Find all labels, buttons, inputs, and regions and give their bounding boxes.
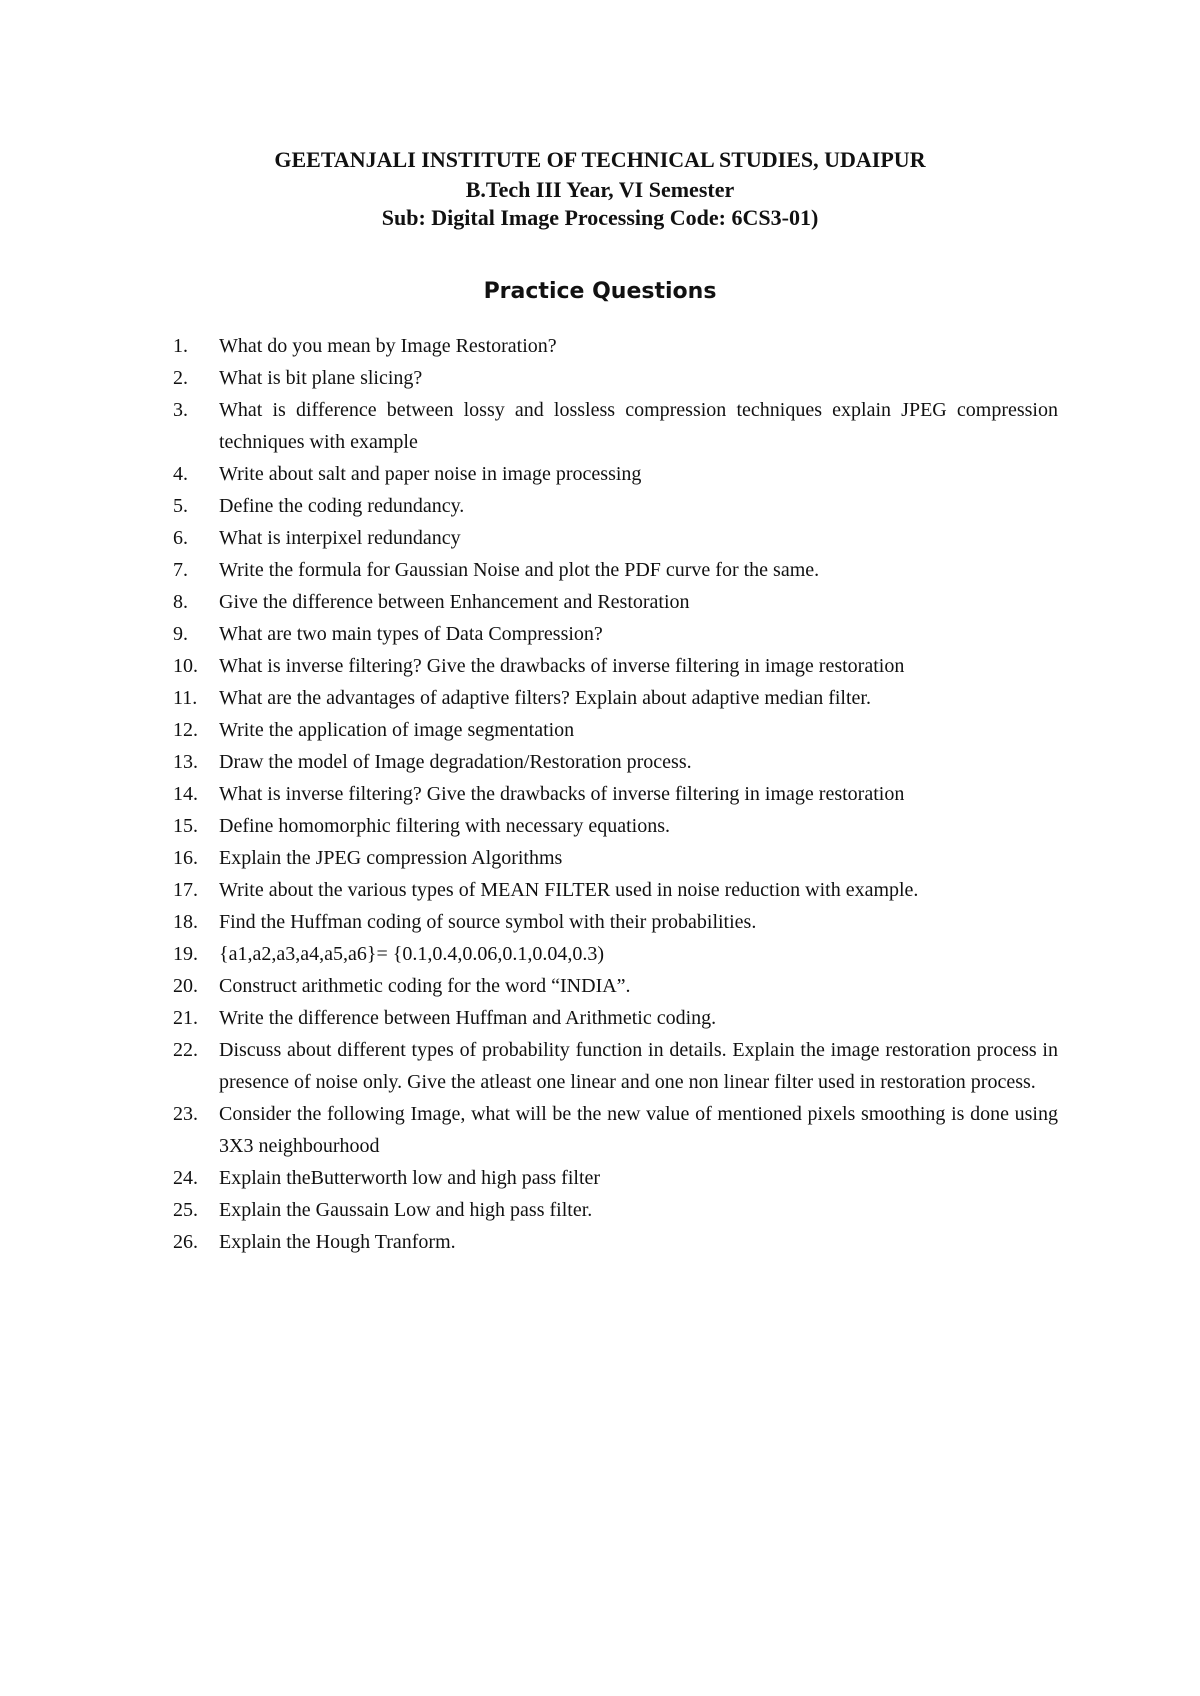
question-number: 7. <box>173 559 188 581</box>
question-item <box>173 330 1058 362</box>
question-text: Write the application of image segmentation <box>219 719 575 741</box>
question-text: What is inverse filtering? Give the drawbacks of inverse filtering in image restoration <box>219 655 905 677</box>
question-number: 14. <box>173 783 198 805</box>
question-number: 25. <box>173 1199 198 1221</box>
question-text: Discuss about different types of probability function in details. Explain the image restoration process in presence of noise only. Give the atleast one linear and one non linear filter used in restoration process. <box>219 1039 1058 1093</box>
question-item <box>173 1162 1058 1194</box>
question-number: 16. <box>173 847 198 869</box>
question-number: 20. <box>173 975 198 997</box>
question-item <box>173 586 1058 618</box>
question-text: Find the Huffman coding of source symbol with their probabilities. <box>219 911 757 933</box>
question-text: Draw the model of Image degradation/Restoration process. <box>219 751 692 773</box>
question-item <box>173 970 1058 1002</box>
question-number: 11. <box>173 687 198 709</box>
question-number: 22. <box>173 1039 198 1061</box>
question-text: Write about salt and paper noise in image processing <box>219 463 642 485</box>
question-item <box>173 842 1058 874</box>
question-number: 8. <box>173 591 188 613</box>
question-number: 19. <box>173 943 198 965</box>
question-number: 15. <box>173 815 198 837</box>
question-number: 13. <box>173 751 198 773</box>
question-item <box>173 394 1058 458</box>
question-item <box>173 522 1058 554</box>
question-item <box>173 714 1058 746</box>
question-item <box>173 554 1058 586</box>
question-number: 23. <box>173 1103 198 1125</box>
question-number: 24. <box>173 1167 198 1189</box>
question-number: 9. <box>173 623 188 645</box>
question-item <box>173 1002 1058 1034</box>
question-number: 3. <box>173 399 188 421</box>
question-item <box>173 906 1058 938</box>
question-text: Define the coding redundancy. <box>219 495 465 517</box>
question-text: What do you mean by Image Restoration? <box>219 335 557 357</box>
question-text: What is bit plane slicing? <box>219 367 423 389</box>
question-item <box>173 618 1058 650</box>
question-text: Write about the various types of MEAN FILTER used in noise reduction with example. <box>219 879 919 901</box>
question-item <box>173 810 1058 842</box>
question-number: 17. <box>173 879 198 901</box>
question-item <box>173 1034 1058 1098</box>
question-text: Give the difference between Enhancement and Restoration <box>219 591 690 613</box>
question-text: What are the advantages of adaptive filters? Explain about adaptive median filter. <box>219 687 871 709</box>
question-item <box>173 746 1058 778</box>
question-item <box>173 458 1058 490</box>
question-text: Explain the Gaussain Low and high pass filter. <box>219 1199 593 1221</box>
question-text: What is interpixel redundancy <box>219 527 461 549</box>
question-item <box>173 874 1058 906</box>
question-item <box>173 1226 1058 1258</box>
institute-name: GEETANJALI INSTITUTE OF TECHNICAL STUDIES, UDAIPUR <box>274 147 926 172</box>
question-text: What are two main types of Data Compression? <box>219 623 603 645</box>
question-list <box>173 330 1058 1258</box>
question-text: What is difference between lossy and lossless compression techniques explain JPEG compression techniques with example <box>219 399 1058 453</box>
question-number: 6. <box>173 527 188 549</box>
question-item <box>173 682 1058 714</box>
page-title: Practice Questions <box>483 279 717 304</box>
course-line: B.Tech III Year, VI Semester <box>465 177 735 202</box>
question-number: 26. <box>173 1231 198 1253</box>
question-item <box>173 490 1058 522</box>
question-text: Explain the Hough Tranform. <box>219 1231 456 1253</box>
question-number: 12. <box>173 719 198 741</box>
question-text: Explain the JPEG compression Algorithms <box>219 847 563 869</box>
question-number: 18. <box>173 911 198 933</box>
subject-line: Sub: Digital Image Processing Code: 6CS3-01) <box>381 205 819 230</box>
question-text: Construct arithmetic coding for the word “INDIA”. <box>219 975 631 997</box>
question-number: 1. <box>173 335 188 357</box>
question-item <box>173 1098 1058 1162</box>
question-text: Define homomorphic filtering with necessary equations. <box>219 815 670 837</box>
question-item <box>173 938 1058 970</box>
question-text: What is inverse filtering? Give the drawbacks of inverse filtering in image restoration <box>219 783 905 805</box>
question-number: 21. <box>173 1007 198 1029</box>
question-item <box>173 1194 1058 1226</box>
question-number: 4. <box>173 463 188 485</box>
question-number: 10. <box>173 655 198 677</box>
question-item <box>173 650 1058 682</box>
question-text: Write the difference between Huffman and Arithmetic coding. <box>219 1007 717 1029</box>
question-item <box>173 778 1058 810</box>
question-text: Write the formula for Gaussian Noise and plot the PDF curve for the same. <box>219 559 820 581</box>
question-text: Consider the following Image, what will be the new value of mentioned pixels smoothing is done using 3X3 neighbourhood <box>219 1103 1058 1157</box>
question-number: 2. <box>173 367 188 389</box>
question-number: 5. <box>173 495 188 517</box>
question-item <box>173 362 1058 394</box>
question-text: Explain theButterworth low and high pass filter <box>219 1167 601 1189</box>
question-text: {a1,a2,a3,a4,a5,a6}= {0.1,0.4,0.06,0.1,0.04,0.3) <box>219 943 604 965</box>
